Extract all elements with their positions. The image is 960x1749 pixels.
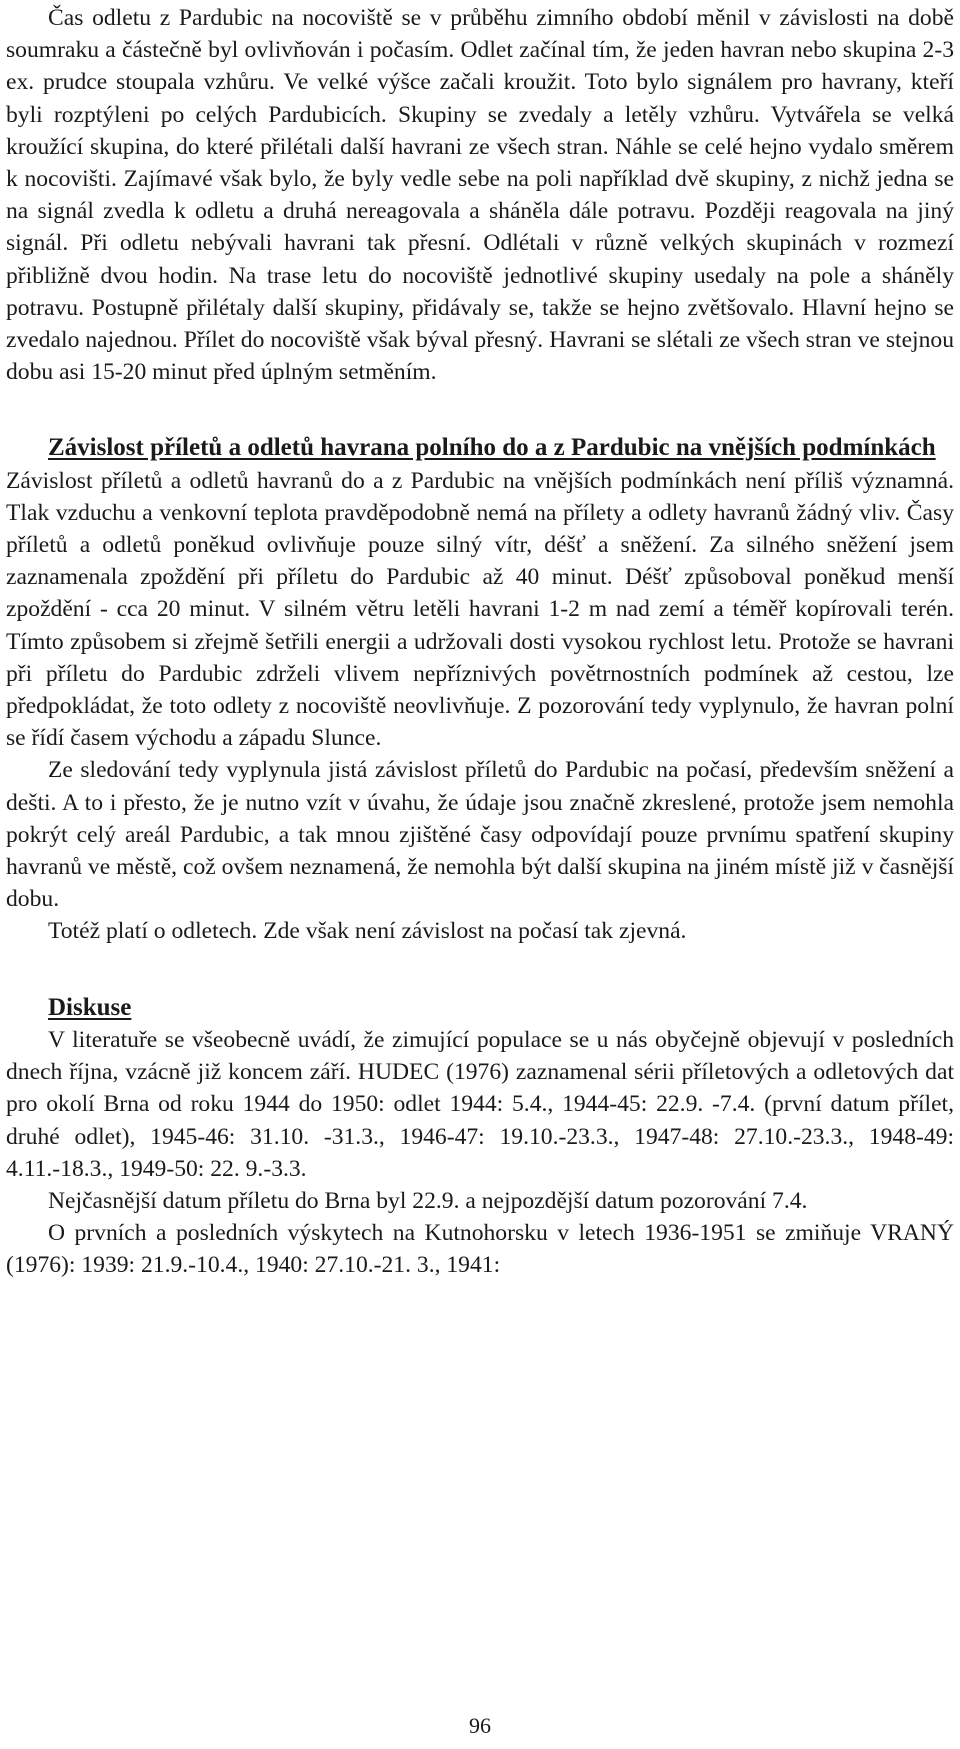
section-heading bbox=[6, 432, 954, 464]
discussion-heading bbox=[6, 992, 954, 1024]
paragraph-departures-note: Totéž platí o odletech. Zde však není závislost na počasí tak zjevná. bbox=[48, 918, 687, 945]
section-heading-text: Závislost příletů a odletů havrana polního do a z Pardubic na vnějších podmínkách bbox=[48, 434, 936, 462]
paragraph-literature: V literatuře se všeobecně uvádí, že zimující populace se u nás obyčejně objevují v posledních dnech října, vzácně již koncem září. HUDEC (1976) zaznamenal sérii příletových a odletových dat pro okolí Brna od roku 1944 do 1950: odlet 1944: 5.4., 1944-45: 22.9. -7.4. (první datum přílet, druhé odlet), 1945-46: 31.10. -31.3., 1946-47: 19.10.-23.3., 1947-48: 27.10.-23.3., 1948-49: 4.11.-18.3., 1949-50: 22. 9.-3.3. bbox=[6, 1026, 954, 1182]
paragraph-departure-timing: Čas odletu z Pardubic na nocoviště se v průběhu zimního období měnil v závislosti na době soumraku a částečně byl ovlivňován i počasím. Odlet začínal tím, že jeden havran nebo skupina 2-3 ex. prudce stoupala vzhůru. Ve velké výšce začali kroužit. Toto bylo signálem pro havrany, kteří byli rozptýleni po celých Pardubicích. Skupiny se zvedaly a letěly vzhůru. Vytvářela se velká kroužící skupina, do které přilétali další havrani ze všech stran. Náhle se celé hejno vydalo směrem k nocovišti. Zajímavé však bylo, že byly vedle sebe na poli například dvě skupiny, z nichž jedna se na signál zvedla k odletu a druhá nereagovala a sháněla dále potravu. Později reagovala na jiný signál. Při odletu nebývali havrani tak přesní. Odlétali v různě velkých skupinách v rozmezí přibližně dvou hodin. Na trase letu do nocoviště jednotlivé skupiny usedaly na pole a sháněly potravu. Postupně přilétaly další skupiny, přidávaly se, takže se hejno zvětšovalo. Hlavní hejno se zvedalo najednou. Přílet do nocoviště však býval přesný. Havrani se slétali ze všech stran ve stejnou dobu asi 15-20 minut před úplným setměním. bbox=[6, 5, 954, 386]
paragraph-external-conditions: Závislost příletů a odletů havranů do a z Pardubic na vnějších podmínkách není příliš významná. Tlak vzduchu a venkovní teplota pravděpodobně nemá na přílety a odlety havranů žádný vliv. Časy příletů a odletů poněkud ovlivňuje pouze silný vítr, déšť a sněžení. Za silného sněžení jsem zaznamenala zpoždění při příletu do Pardubic až 40 minut. Déšť způsoboval poněkud menší zpoždění - cca 20 minut. V silném větru letěli havrani 1-2 m nad zemí a téměř kopírovali terén. Tímto způsobem si zřejmě šetřili energii a udržovali dosti vysokou rychlost letu. Protože se havrani při příletu do Pardubic zdrželi vlivem nepříznivých povětrnostních podmínek až cestou, lze předpokládat, že toto odlety z nocoviště neovlivňuje. Z pozorování tedy vyplynulo, že havran polní se řídí časem východu a západu Slunce. bbox=[6, 467, 954, 752]
paragraph-earliest-date: Nejčasnější datum příletu do Brna byl 22.9. a nejpozdější datum pozorování 7.4. bbox=[48, 1187, 808, 1214]
document-page bbox=[6, 2, 954, 1282]
paragraph-kutnohorsko: O prvních a posledních výskytech na Kutnohorsku v letech 1936-1951 se zmiňuje VRANÝ (1976): 1939: 21.9.-10.4., 1940: 27.10.-21. 3., 1941: bbox=[6, 1220, 954, 1279]
paragraph-weather-dependence: Ze sledování tedy vyplynula jistá závislost příletů do Pardubic na počasí, především sněžení a dešti. A to i přesto, že je nutno vzít v úvahu, že údaje jsou značně zkreslené, protože jsem nemohla pokrýt celý areál Pardubic, a tak mnou zjištěné časy odpovídají pouze prvnímu spatření skupiny havranů ve městě, což ovšem neznamená, že nemohla být další skupina na jiném místě již v časnější dobu. bbox=[6, 757, 954, 913]
page-number: 96 bbox=[469, 1713, 491, 1738]
discussion-heading-text: Diskuse bbox=[48, 993, 132, 1021]
